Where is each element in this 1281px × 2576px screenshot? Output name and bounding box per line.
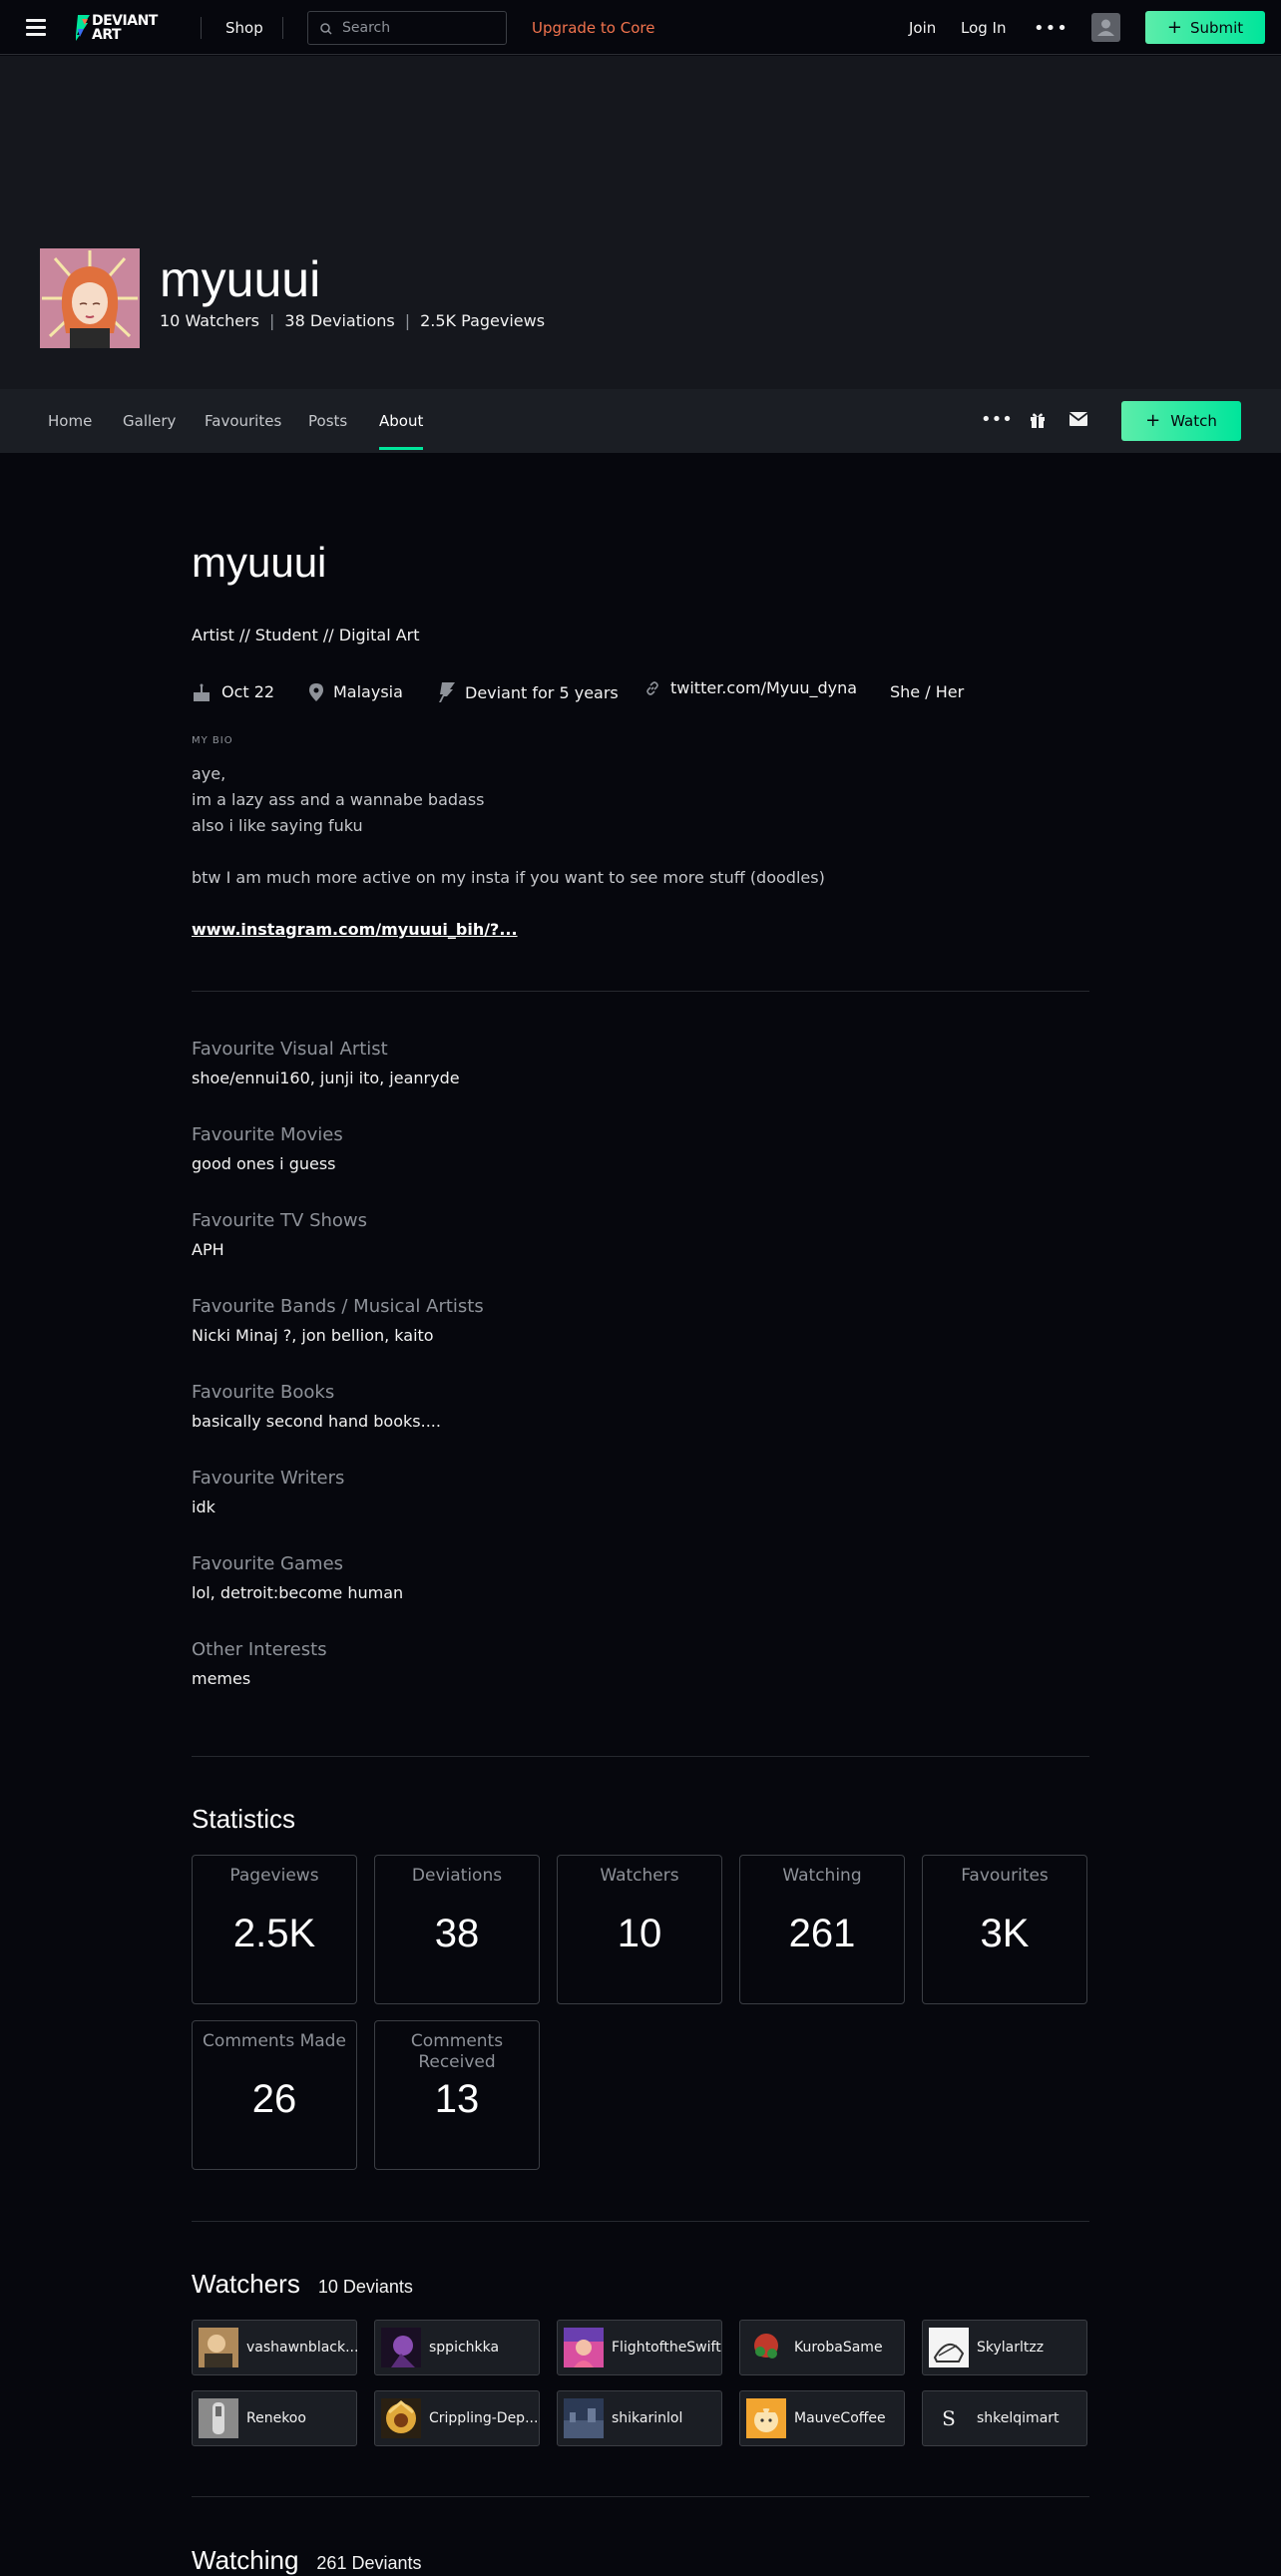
- about-title: myuuui: [192, 539, 327, 586]
- bio-line: im a lazy ass and a wannabe badass: [192, 790, 485, 809]
- favourite-label: Favourite TV Shows: [192, 1210, 368, 1231]
- stat-label: Comments Received: [410, 2031, 504, 2072]
- deviant-since-meta: [439, 682, 619, 702]
- watcher-name: KurobaSame: [794, 2340, 883, 2356]
- website-link[interactable]: twitter.com/Myuu_dyna: [670, 678, 858, 697]
- instagram-link[interactable]: www.instagram.com/myuuui_bih/?...: [192, 920, 518, 939]
- favourite-value: idk: [192, 1498, 215, 1516]
- about-tagline: Artist // Student // Digital Art: [192, 626, 420, 644]
- mail-icon[interactable]: [1069, 412, 1087, 426]
- divider: [192, 2221, 1089, 2222]
- watcher-avatar: [746, 2328, 786, 2367]
- stat-card-comments-made: [192, 2020, 357, 2170]
- watcher-card[interactable]: [557, 2320, 722, 2375]
- search-placeholder: Search: [342, 20, 391, 36]
- stat-label: Deviations: [411, 1866, 503, 1886]
- favourite-label: Favourite Movies: [192, 1124, 343, 1145]
- watching-heading: [192, 2545, 422, 2576]
- bio-text: [192, 761, 1089, 943]
- watcher-card[interactable]: [739, 2320, 905, 2375]
- stat-card-deviations[interactable]: [374, 1855, 540, 2004]
- login-link[interactable]: Log In: [961, 19, 1007, 37]
- join-link[interactable]: Join: [909, 19, 937, 37]
- stat-value: 10: [617, 1912, 662, 1955]
- logo-text: DEVIANT ART: [92, 13, 158, 43]
- watcher-name: vashawnblack...: [246, 2340, 359, 2356]
- favourite-value: basically second hand books....: [192, 1412, 441, 1431]
- watcher-card[interactable]: [922, 2390, 1087, 2446]
- stat-value: 2.5K: [232, 1912, 316, 1955]
- watcher-card[interactable]: [374, 2390, 540, 2446]
- plus-icon: +: [1166, 16, 1182, 38]
- divider: [192, 991, 1089, 992]
- favourite-value: memes: [192, 1669, 251, 1688]
- divider: [192, 1756, 1089, 1757]
- search-input[interactable]: [307, 11, 507, 45]
- watcher-card[interactable]: [922, 2320, 1087, 2375]
- watcher-name: FlightoftheSwift: [612, 2340, 721, 2356]
- top-navigation-bar: [0, 0, 1281, 55]
- divider: |: [269, 311, 275, 330]
- pronouns-text: She / Her: [890, 682, 965, 701]
- stat-label: Pageviews: [229, 1866, 319, 1886]
- profile-header: [0, 56, 1281, 389]
- search-icon: [320, 23, 332, 35]
- tab-gallery[interactable]: Gallery: [123, 412, 177, 430]
- watching-count-label: 261 Deviants: [316, 2553, 422, 2573]
- stat-card-favourites[interactable]: [922, 1855, 1087, 2004]
- watcher-name: Crippling-Dep...: [429, 2410, 539, 2426]
- tab-favourites[interactable]: Favourites: [205, 412, 282, 430]
- submit-button[interactable]: [1145, 11, 1265, 44]
- divider: [282, 17, 283, 39]
- watcher-name: sppichkka: [429, 2340, 500, 2356]
- avatar-initial: S: [942, 2406, 956, 2430]
- watcher-avatar: [929, 2328, 969, 2367]
- watchers-count[interactable]: 10 Watchers: [160, 311, 260, 330]
- stat-card-watching[interactable]: [739, 1855, 905, 2004]
- stat-value: 26: [251, 2077, 297, 2121]
- favourite-label: Favourite Books: [192, 1382, 335, 1403]
- watcher-avatar: [746, 2398, 786, 2438]
- watcher-card[interactable]: [557, 2390, 722, 2446]
- pronouns-meta: [890, 682, 964, 701]
- divider: [201, 17, 202, 39]
- watchers-title: Watchers: [192, 2269, 300, 2299]
- stat-label: Watchers: [600, 1866, 679, 1886]
- more-options-icon[interactable]: •••: [981, 409, 1013, 430]
- watcher-avatar: [929, 2398, 969, 2438]
- deviations-count[interactable]: 38 Deviations: [284, 311, 395, 330]
- bio-line: aye,: [192, 764, 226, 783]
- favourite-value: shoe/ennui160, junji ito, jeanryde: [192, 1069, 460, 1087]
- location-meta: [309, 682, 403, 701]
- birthday-text: Oct 22: [221, 682, 275, 701]
- shop-link[interactable]: Shop: [225, 19, 263, 37]
- profile-username: myuuui: [160, 251, 321, 307]
- watcher-card[interactable]: [192, 2320, 357, 2375]
- watch-button[interactable]: [1121, 401, 1241, 441]
- stat-value: 3K: [980, 1912, 1030, 1955]
- favourite-value: good ones i guess: [192, 1154, 336, 1173]
- watcher-name: shkelqimart: [977, 2410, 1060, 2426]
- gift-icon[interactable]: [1029, 411, 1047, 429]
- stat-value: 38: [434, 1912, 480, 1955]
- birthday-meta: [192, 682, 274, 701]
- favourite-item: [192, 1553, 403, 1602]
- stat-label: Watching: [782, 1866, 862, 1886]
- bio-paragraph: btw I am much more active on my insta if you want to see more stuff (doodles): [192, 868, 825, 887]
- watcher-name: shikarinlol: [612, 2410, 683, 2426]
- tab-about[interactable]: About: [379, 412, 424, 430]
- stat-value: 261: [788, 1912, 856, 1955]
- profile-stats: [160, 311, 545, 330]
- watcher-avatar: [564, 2328, 604, 2367]
- stat-card-pageviews: [192, 1855, 357, 2004]
- favourite-value: Nicki Minaj ?, jon bellion, kaito: [192, 1326, 434, 1345]
- bio-heading: MY BIO: [192, 735, 233, 746]
- watcher-card[interactable]: [192, 2390, 357, 2446]
- watch-label: Watch: [1170, 412, 1217, 430]
- favourite-item: [192, 1639, 327, 1688]
- website-meta[interactable]: [644, 678, 857, 697]
- divider: [192, 2496, 1089, 2497]
- favourite-label: Favourite Bands / Musical Artists: [192, 1296, 484, 1317]
- stat-value: 13: [434, 2077, 480, 2121]
- favourite-value: lol, detroit:become human: [192, 1583, 404, 1602]
- watcher-avatar: [564, 2398, 604, 2438]
- watcher-name: Skylarltzz: [977, 2340, 1045, 2356]
- plus-icon: +: [1145, 410, 1161, 431]
- watching-title: Watching: [192, 2545, 299, 2575]
- statistics-heading: Statistics: [192, 1804, 296, 1834]
- link-icon: [644, 680, 660, 696]
- submit-label: Submit: [1189, 18, 1244, 37]
- watcher-avatar: [381, 2398, 421, 2438]
- watchers-heading: [192, 2269, 413, 2300]
- upgrade-to-core-link[interactable]: Upgrade to Core: [532, 19, 655, 37]
- user-avatar-icon[interactable]: [1091, 13, 1120, 42]
- profile-tab-bar: [0, 389, 1281, 453]
- watcher-avatar: [199, 2398, 238, 2438]
- deviantart-logo-icon: [439, 682, 455, 702]
- logo-mark-icon: [76, 15, 90, 41]
- watcher-card[interactable]: [739, 2390, 905, 2446]
- favourite-value: APH: [192, 1240, 224, 1259]
- deviantart-logo[interactable]: [76, 13, 176, 43]
- favourite-item: [192, 1468, 344, 1516]
- bio-line: also i like saying fuku: [192, 816, 363, 835]
- watcher-name: Renekoo: [246, 2410, 306, 2426]
- favourite-label: Favourite Writers: [192, 1468, 345, 1489]
- stat-card-comments-received: [374, 2020, 540, 2170]
- tab-home[interactable]: Home: [48, 412, 93, 430]
- cake-icon: [192, 683, 212, 701]
- stat-label: Comments Made: [203, 2031, 346, 2051]
- favourite-item: [192, 1039, 460, 1087]
- watcher-avatar: [381, 2328, 421, 2367]
- favourite-label: Other Interests: [192, 1639, 327, 1660]
- stat-card-watchers[interactable]: [557, 1855, 722, 2004]
- location-pin-icon: [309, 683, 323, 701]
- stat-label: Favourites: [961, 1866, 1049, 1886]
- favourite-item: [192, 1382, 441, 1431]
- tab-posts[interactable]: Posts: [308, 412, 348, 430]
- watcher-card[interactable]: [374, 2320, 540, 2375]
- favourite-item: [192, 1124, 343, 1173]
- more-options-icon[interactable]: •••: [1034, 18, 1068, 39]
- profile-avatar[interactable]: [40, 248, 140, 348]
- watchers-count-label: 10 Deviants: [317, 2277, 413, 2297]
- menu-icon[interactable]: [26, 19, 46, 37]
- divider: |: [404, 311, 411, 330]
- profile-meta-row: [192, 678, 1089, 708]
- favourite-label: Favourite Games: [192, 1553, 344, 1574]
- favourite-item: [192, 1210, 367, 1259]
- deviant-for-text: Deviant for 5 years: [465, 682, 619, 702]
- watcher-avatar: [199, 2328, 238, 2367]
- pageviews-count: 2.5K Pageviews: [420, 311, 546, 330]
- favourite-item: [192, 1296, 484, 1345]
- location-text: Malaysia: [333, 682, 403, 701]
- favourite-label: Favourite Visual Artist: [192, 1039, 388, 1060]
- watcher-name: MauveCoffee: [794, 2410, 886, 2426]
